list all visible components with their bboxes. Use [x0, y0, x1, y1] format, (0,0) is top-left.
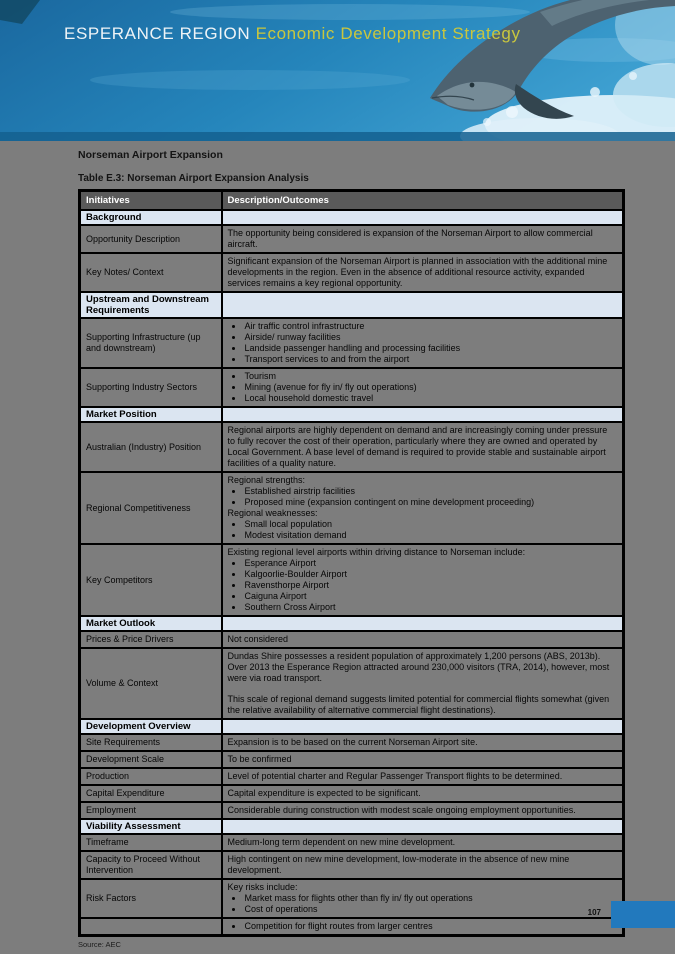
description-cell	[222, 918, 624, 936]
bullet-item: • Modest visitation demand	[244, 530, 618, 541]
table-row	[80, 422, 624, 472]
column-header-initiatives: Initiatives	[80, 191, 222, 211]
initiative-label-cell: Employment	[80, 802, 222, 819]
bullet-item: • Air traffic control infrastructure	[244, 321, 618, 332]
bullet-list	[228, 893, 618, 915]
report-title	[64, 24, 521, 44]
bullet-item: • Competition for flight routes from larger centres	[244, 921, 618, 932]
table-row	[80, 648, 624, 719]
page-content	[78, 141, 625, 949]
bullet-item: • Esperance Airport	[244, 558, 618, 569]
footer-accent-rect	[611, 901, 675, 928]
description-cell	[222, 472, 624, 544]
report-title-sub: Economic Development Strategy	[255, 24, 521, 43]
section-spacer-cell	[222, 616, 624, 631]
description-paragraph: This scale of regional demand suggests limited potential for commercial flights somewhat (given the relative availability of alternative commercial flight destinations).	[227, 694, 610, 715]
description-paragraph: Regional strengths:	[227, 475, 306, 485]
description-paragraph: Regional airports are highly dependent on demand and are increasingly coming under pressure to fully recover the cost of their operation, particularly where they are owned and operated by Local Government. A base level of demand is required to provide stable and sustainable airport facilities of a quality nature.	[227, 425, 608, 468]
description-cell	[222, 225, 624, 253]
table-row	[80, 225, 624, 253]
table-row	[80, 879, 624, 918]
initiative-label-cell: Supporting Infrastructure (up and downstream)	[80, 318, 222, 368]
bullet-list	[228, 371, 618, 404]
description-cell	[222, 318, 624, 368]
description-paragraph: The opportunity being considered is expansion of the Norseman Airport to allow commercial aircraft.	[227, 228, 593, 249]
analysis-table-body	[80, 210, 624, 936]
description-cell	[222, 253, 624, 292]
section-spacer-cell	[222, 819, 624, 834]
bullet-list	[228, 921, 618, 932]
bullet-item: • Landside passenger handling and processing facilities	[244, 343, 618, 354]
description-cell	[222, 631, 624, 648]
table-row	[80, 734, 624, 751]
bullet-item: • Cost of operations	[244, 904, 618, 915]
bullet-list	[228, 558, 618, 613]
table-row	[80, 834, 624, 851]
table-row	[80, 785, 624, 802]
initiative-label-cell: Site Requirements	[80, 734, 222, 751]
bullet-item: • Local household domestic travel	[244, 393, 618, 404]
table-row	[80, 802, 624, 819]
initiative-label-cell: Development Scale	[80, 751, 222, 768]
table-caption: Table E.3: Norseman Airport Expansion Analysis	[78, 173, 309, 184]
page-number: 107	[587, 908, 601, 917]
bullet-list	[228, 321, 618, 365]
table-row	[80, 631, 624, 648]
description-paragraph: Dundas Shire possesses a resident population of approximately 1,200 persons (ABS, 2013b). Over 2013 the Esperance Region attracted around 230,000 visitors (TRA, 2014), however, most were via road transport.	[227, 651, 610, 683]
table-row	[80, 918, 624, 936]
table-section-row	[80, 719, 624, 734]
initiative-label-cell: Regional Competitiveness	[80, 472, 222, 544]
initiative-label-cell	[80, 918, 222, 936]
description-cell	[222, 368, 624, 407]
table-header-row	[80, 191, 624, 211]
section-label: Market Outlook	[80, 616, 222, 631]
bullet-item: • Southern Cross Airport	[244, 602, 618, 613]
initiative-label-cell: Timeframe	[80, 834, 222, 851]
description-paragraph: Key risks include:	[227, 882, 298, 892]
description-cell	[222, 834, 624, 851]
bullet-list	[228, 486, 618, 508]
table-section-row	[80, 210, 624, 225]
description-paragraph: To be confirmed	[227, 754, 292, 764]
description-paragraph: Significant expansion of the Norseman Airport is planned in association with the additional mine developments in the region. Even in the absence of additional resource activity, expanded services remains a key regional opportunity.	[227, 256, 608, 288]
section-label: Background	[80, 210, 222, 225]
initiative-label-cell: Capital Expenditure	[80, 785, 222, 802]
bullet-item: • Tourism	[244, 371, 618, 382]
table-section-row	[80, 292, 624, 318]
bullet-item: • Mining (avenue for fly in/ fly out operations)	[244, 382, 618, 393]
bullet-item: • Small local population	[244, 519, 618, 530]
table-section-row	[80, 407, 624, 422]
section-heading: Norseman Airport Expansion	[78, 149, 223, 161]
section-label: Development Overview	[80, 719, 222, 734]
bullet-item: • Ravensthorpe Airport	[244, 580, 618, 591]
initiative-label-cell: Key Notes/ Context	[80, 253, 222, 292]
paragraph-spacer	[228, 684, 618, 694]
initiative-label-cell: Key Competitors	[80, 544, 222, 616]
description-paragraph: Regional weaknesses:	[227, 508, 318, 518]
description-paragraph: Medium-long term dependent on new mine development.	[227, 837, 456, 847]
description-cell	[222, 544, 624, 616]
initiative-label-cell: Volume & Context	[80, 648, 222, 719]
section-label: Viability Assessment	[80, 819, 222, 834]
table-section-row	[80, 616, 624, 631]
bullet-item: • Caiguna Airport	[244, 591, 618, 602]
description-paragraph: High contingent on new mine development, low-moderate in the absence of new mine development.	[227, 854, 570, 875]
report-title-main: ESPERANCE REGION	[64, 24, 251, 43]
initiative-label-cell: Production	[80, 768, 222, 785]
description-cell	[222, 785, 624, 802]
description-cell	[222, 734, 624, 751]
table-row	[80, 768, 624, 785]
initiative-label-cell: Prices & Price Drivers	[80, 631, 222, 648]
section-label: Market Position	[80, 407, 222, 422]
initiative-label-cell: Opportunity Description	[80, 225, 222, 253]
initiative-label-cell: Capacity to Proceed Without Intervention	[80, 851, 222, 879]
bullet-list	[228, 519, 618, 541]
bullet-item: • Kalgoorlie-Boulder Airport	[244, 569, 618, 580]
table-row	[80, 368, 624, 407]
description-cell	[222, 768, 624, 785]
bullet-item: • Airside/ runway facilities	[244, 332, 618, 343]
section-spacer-cell	[222, 407, 624, 422]
bullet-item: • Established airstrip facilities	[244, 486, 618, 497]
section-spacer-cell	[222, 210, 624, 225]
description-paragraph: Capital expenditure is expected to be significant.	[227, 788, 421, 798]
table-section-row	[80, 819, 624, 834]
description-cell	[222, 802, 624, 819]
table-row	[80, 751, 624, 768]
source-note: Source: AEC	[78, 940, 121, 949]
description-cell	[222, 648, 624, 719]
bullet-item: • Transport services to and from the airport	[244, 354, 618, 365]
table-row	[80, 472, 624, 544]
initiative-label-cell: Risk Factors	[80, 879, 222, 918]
table-row	[80, 253, 624, 292]
description-paragraph: Expansion is to be based on the current Norseman Airport site.	[227, 737, 478, 747]
description-paragraph: Not considered	[227, 634, 289, 644]
table-row	[80, 544, 624, 616]
dolphin-ocean-image	[0, 0, 675, 141]
header-banner	[0, 0, 675, 141]
bullet-item: • Market mass for flights other than fly in/ fly out operations	[244, 893, 618, 904]
initiative-label-cell: Australian (Industry) Position	[80, 422, 222, 472]
initiative-label-cell: Supporting Industry Sectors	[80, 368, 222, 407]
description-cell	[222, 422, 624, 472]
description-cell	[222, 751, 624, 768]
description-paragraph: Level of potential charter and Regular Passenger Transport flights to be determined.	[227, 771, 563, 781]
description-paragraph: Existing regional level airports within driving distance to Norseman include:	[227, 547, 526, 557]
bullet-item: • Proposed mine (expansion contingent on mine development proceeding)	[244, 497, 618, 508]
description-cell	[222, 851, 624, 879]
section-spacer-cell	[222, 292, 624, 318]
section-label: Upstream and Downstream Requirements	[80, 292, 222, 318]
description-paragraph: Considerable during construction with modest scale ongoing employment opportunities.	[227, 805, 576, 815]
analysis-table	[78, 189, 625, 937]
column-header-description-outcomes: Description/Outcomes	[222, 191, 624, 211]
description-cell	[222, 879, 624, 918]
table-row	[80, 851, 624, 879]
table-row	[80, 318, 624, 368]
section-spacer-cell	[222, 719, 624, 734]
